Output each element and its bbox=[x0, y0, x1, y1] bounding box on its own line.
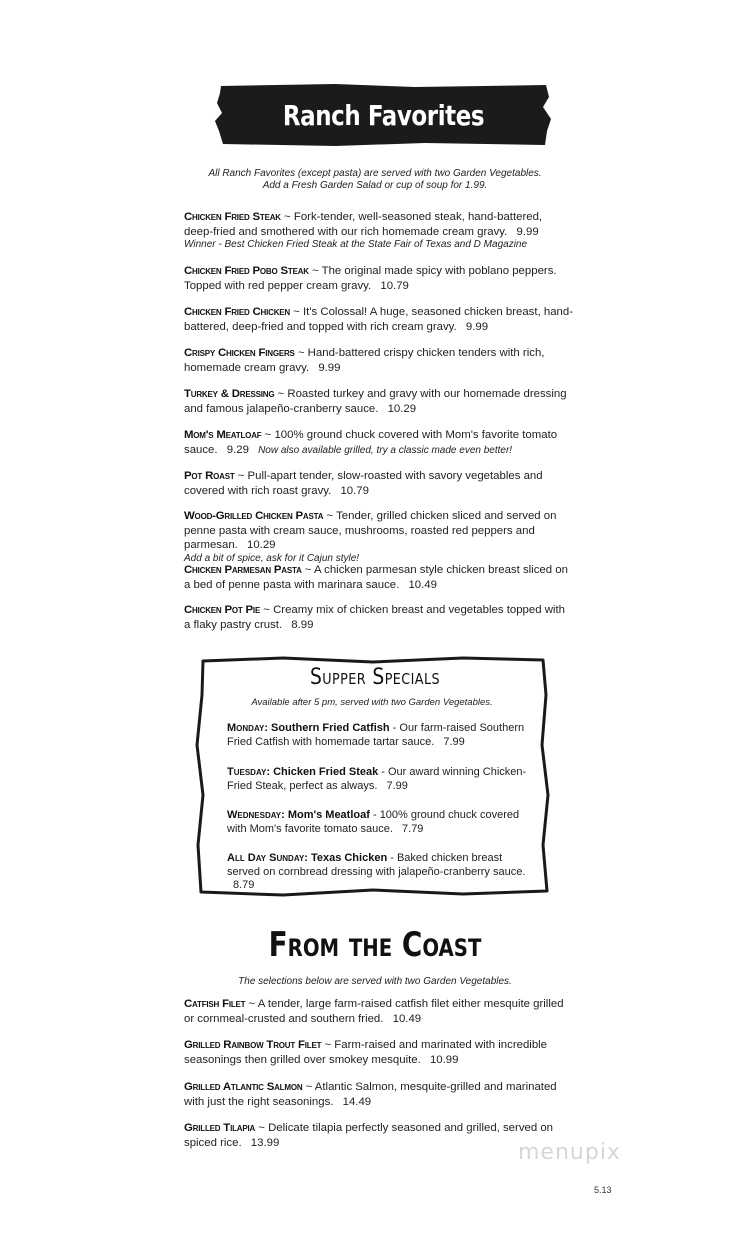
coast-intro: The selections below are served with two Garden Vegetables. bbox=[238, 976, 512, 987]
menu-item bbox=[184, 1121, 574, 1150]
item-name: Wood-Grilled Chicken Pasta bbox=[184, 510, 324, 522]
menu-item bbox=[184, 997, 574, 1026]
item-desc: ~ 100% ground chuck covered with Mom's favorite tomato sauce. bbox=[184, 429, 558, 456]
item-desc: ~ The original made spicy with poblano peppers. Topped with red pepper cream gravy. bbox=[184, 265, 557, 292]
item-name: Turkey & Dressing bbox=[184, 388, 275, 400]
menu-item bbox=[184, 387, 574, 416]
special-dish: Texas Chicken bbox=[310, 852, 388, 864]
special-desc: - 100% ground chuck covered with Mom's favorite tomato sauce. bbox=[227, 809, 520, 835]
item-desc: ~ A tender, large farm-raised catfish filet either mesquite grilled or cornmeal-crusted and southern fried. bbox=[184, 998, 564, 1025]
item-name: Chicken Fried Pobo Steak bbox=[184, 265, 309, 277]
item-name: Mom's Meatloaf bbox=[184, 429, 262, 441]
item-price: 9.99 bbox=[516, 225, 539, 238]
item-name: Chicken Fried Chicken bbox=[184, 306, 290, 318]
supper-specials-title: Supper Specials bbox=[309, 665, 440, 690]
item-desc: ~ Roasted turkey and gravy with our homemade dressing and famous jalapeño-cranberry sauce. bbox=[184, 388, 567, 415]
menu-item bbox=[184, 563, 574, 592]
menu-item bbox=[184, 509, 574, 565]
item-desc: ~ Tender, grilled chicken sliced and served on penne pasta with cream sauce, mushrooms, roasted red peppers and parmesan. bbox=[184, 510, 557, 551]
special-desc: - Our farm-raised Southern Fried Catfish with homemade tartar sauce. bbox=[227, 722, 525, 748]
special-day: Monday: bbox=[227, 722, 268, 734]
item-name: Grilled Atlantic Salmon bbox=[184, 1081, 303, 1093]
item-name: Grilled Tilapia bbox=[184, 1122, 256, 1134]
menu-item bbox=[184, 210, 574, 251]
menu-item bbox=[184, 1038, 574, 1067]
item-name: Grilled Rainbow Trout Filet bbox=[184, 1039, 322, 1051]
ranch-favorites-banner bbox=[215, 83, 552, 147]
special-dish: Chicken Fried Steak bbox=[273, 766, 379, 778]
special-desc: - Baked chicken breast served on cornbread dressing with jalapeño-cranberry sauce. bbox=[227, 852, 526, 878]
item-price: 8.99 bbox=[291, 618, 314, 631]
special-price: 7.79 bbox=[402, 822, 424, 835]
special-dish: Mom's Meatloaf bbox=[287, 809, 370, 821]
special-price: 7.99 bbox=[386, 779, 408, 792]
special-item bbox=[227, 809, 527, 836]
item-note: Add a bit of spice, ask for it Cajun style! bbox=[184, 552, 360, 564]
page-code: 5.13 bbox=[594, 1185, 612, 1195]
item-price: 14.49 bbox=[342, 1095, 372, 1108]
supper-specials-subtitle: Available after 5 pm, served with two Garden Vegetables. bbox=[251, 697, 493, 708]
special-item bbox=[227, 722, 527, 749]
special-price: 7.99 bbox=[443, 735, 465, 748]
special-day: Tuesday: bbox=[227, 766, 270, 778]
item-price: 10.79 bbox=[380, 279, 409, 292]
ranch-intro-line1: All Ranch Favorites (except pasta) are served with two Garden Vegetables. bbox=[208, 168, 542, 179]
special-item bbox=[227, 852, 527, 893]
item-price: 9.99 bbox=[465, 320, 489, 333]
item-name: Chicken Parmesan Pasta bbox=[184, 564, 302, 576]
item-name: Chicken Pot Pie bbox=[184, 604, 261, 616]
special-day: All Day Sunday: bbox=[227, 852, 308, 864]
item-note: Now also available grilled, try a classic made even better! bbox=[258, 444, 513, 456]
item-name: Pot Roast bbox=[184, 470, 235, 482]
item-desc: ~ Pull-apart tender, slow-roasted with savory vegetables and covered with rich roast gravy. bbox=[184, 470, 543, 497]
ranch-intro-line2: Add a Fresh Garden Salad or cup of soup for 1.99. bbox=[262, 180, 488, 191]
item-price: 9.99 bbox=[318, 361, 341, 374]
from-the-coast-title: From the Coast bbox=[268, 925, 482, 965]
menu-item bbox=[184, 305, 574, 334]
item-price: 10.49 bbox=[392, 1012, 422, 1025]
special-price: 8.79 bbox=[233, 879, 255, 891]
ranch-favorites-title: Ranch Favorites bbox=[282, 98, 485, 132]
item-desc: ~ Atlantic Salmon, mesquite-grilled and marinated with just the right seasonings. bbox=[184, 1081, 557, 1108]
special-dish: Southern Fried Catfish bbox=[271, 722, 390, 734]
item-price: 10.49 bbox=[408, 578, 437, 591]
item-name: Catfish Filet bbox=[184, 998, 246, 1010]
item-name: Chicken Fried Steak bbox=[184, 211, 281, 223]
item-desc: ~ Creamy mix of chicken breast and vegetables topped with a flaky pastry crust. bbox=[184, 604, 565, 631]
item-price: 10.29 bbox=[247, 539, 276, 551]
ranch-intro bbox=[200, 168, 550, 192]
item-price: 13.99 bbox=[250, 1136, 280, 1149]
special-day: Wednesday: bbox=[227, 809, 285, 821]
item-desc: ~ Fork-tender, well-seasoned steak, hand-battered, deep-fried and smothered with our rich homemade cream gravy. bbox=[184, 211, 543, 238]
item-desc: ~ Delicate tilapia perfectly seasoned and grilled, served on spiced rice. bbox=[184, 1122, 554, 1149]
item-desc: ~ A chicken parmesan style chicken breast sliced on a bed of penne pasta with marinara sauce. bbox=[184, 564, 568, 591]
menu-item bbox=[184, 428, 574, 458]
special-item bbox=[227, 766, 527, 793]
menu-item bbox=[184, 1080, 574, 1109]
item-desc: ~ It's Colossal! A huge, seasoned chicken breast, hand-battered, deep-fried and topped with rich cream gravy. bbox=[184, 306, 574, 333]
item-price: 10.29 bbox=[387, 402, 417, 415]
item-desc: ~ Hand-battered crispy chicken tenders with rich, homemade cream gravy. bbox=[184, 347, 545, 374]
special-desc: - Our award winning Chicken-Fried Steak, perfect as always. bbox=[227, 766, 527, 792]
item-price: 10.99 bbox=[429, 1053, 459, 1066]
item-price: 9.29 bbox=[226, 443, 249, 456]
menu-item bbox=[184, 603, 574, 632]
item-note: Winner - Best Chicken Fried Steak at the State Fair of Texas and D Magazine bbox=[184, 239, 528, 250]
menu-item bbox=[184, 264, 574, 293]
item-name: Crispy Chicken Fingers bbox=[184, 347, 295, 359]
item-price: 10.79 bbox=[340, 484, 369, 497]
menu-item bbox=[184, 469, 574, 498]
menu-item bbox=[184, 346, 574, 375]
menupix-watermark: menupix bbox=[518, 1140, 621, 1165]
item-desc: ~ Farm-raised and marinated with incredible seasonings then grilled over smokey mesquite. bbox=[184, 1039, 548, 1066]
